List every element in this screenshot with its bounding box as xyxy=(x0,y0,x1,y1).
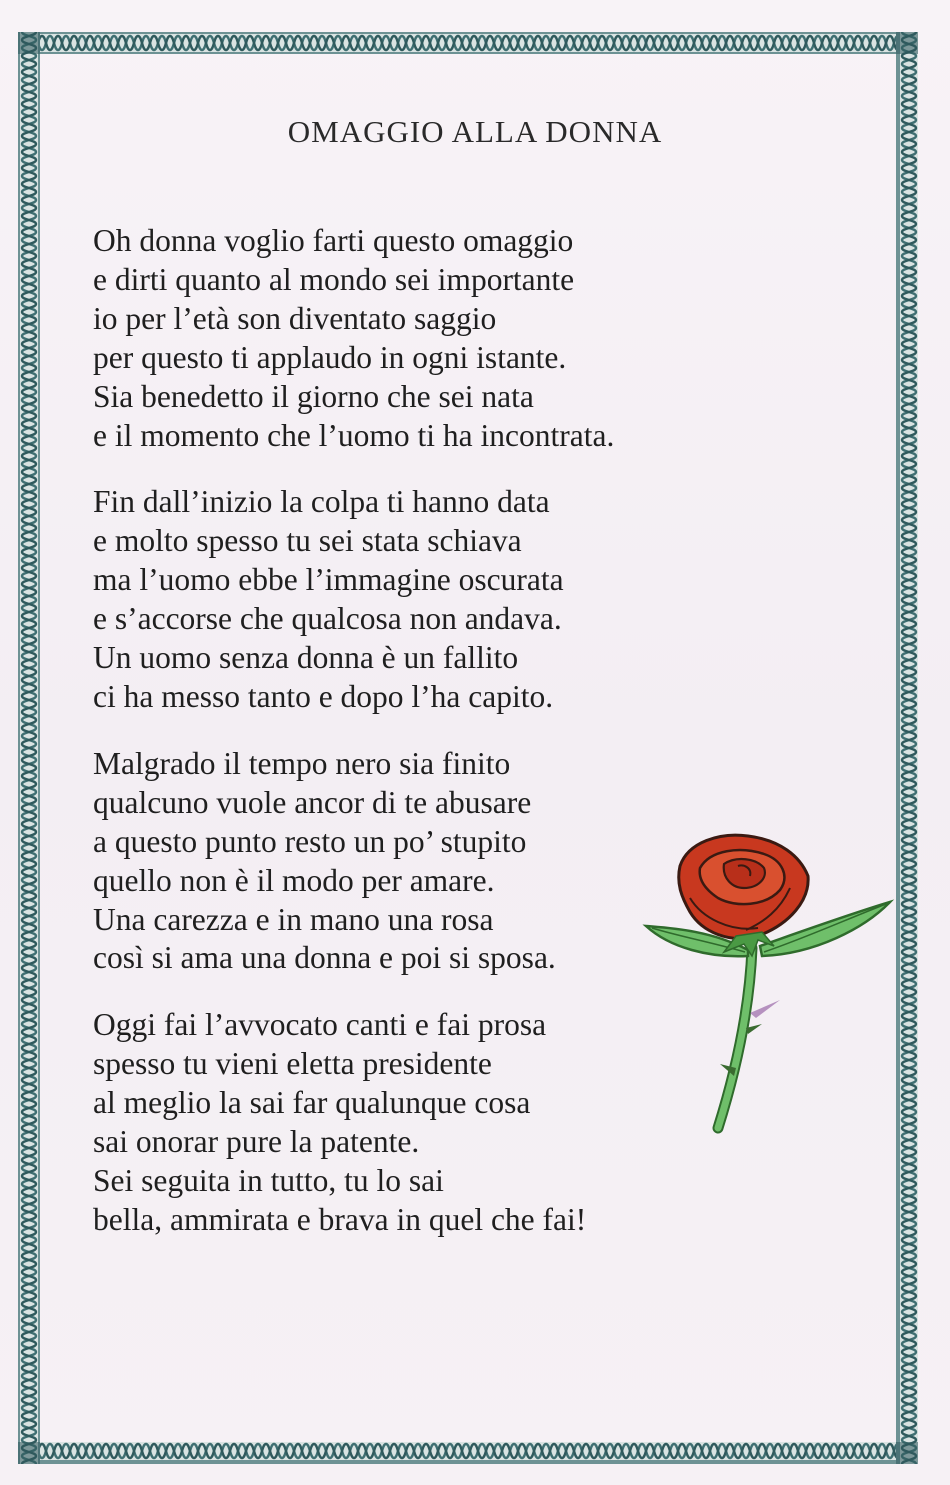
poem-line: io per l’età son diventato saggio xyxy=(93,300,497,336)
stanza-1 xyxy=(93,222,813,455)
poem-line: e il momento che l’uomo ti ha incontrata. xyxy=(93,417,615,453)
poem-line: Oggi fai l’avvocato canti e fai prosa xyxy=(93,1007,547,1043)
poem-line: ci ha messo tanto e dopo l’ha capito. xyxy=(93,678,554,714)
poem-line: e molto spesso tu sei stata schiava xyxy=(93,523,522,559)
poem-line: Sei seguita in tutto, tu lo sai xyxy=(93,1162,444,1198)
poem-line: spesso tu vieni eletta presidente xyxy=(93,1046,492,1082)
stanza-2 xyxy=(93,483,813,716)
poem-title: OMAGGIO ALLA DONNA xyxy=(287,114,663,149)
rose-icon xyxy=(640,828,900,1138)
poem-line: Sia benedetto il giorno che sei nata xyxy=(93,378,534,414)
poem-line: a questo punto resto un po’ stupito xyxy=(93,823,527,859)
poem-line: Un uomo senza donna è un fallito xyxy=(93,640,519,676)
poem-line: ma l’uomo ebbe l’immagine oscurata xyxy=(93,562,564,598)
poem-line: Una carezza e in mano una rosa xyxy=(93,901,494,937)
poem-line: Fin dall’inizio la colpa ti hanno data xyxy=(93,484,550,520)
poem-line: Oh donna voglio farti questo omaggio xyxy=(93,223,574,258)
poem-line: sai onorar pure la patente. xyxy=(93,1124,420,1160)
poem-line: e s’accorse che qualcosa non andava. xyxy=(93,601,562,637)
poem-line: e dirti quanto al mondo sei importante xyxy=(93,261,575,297)
poem-line: bella, ammirata e brava in quel che fai! xyxy=(93,1201,587,1237)
poem-line: così si ama una donna e poi si sposa. xyxy=(93,940,556,976)
poem-line: per questo ti applaudo in ogni istante. xyxy=(93,339,567,375)
poem-line: Malgrado il tempo nero sia finito xyxy=(93,745,511,781)
poem-line: quello non è il modo per amare. xyxy=(93,862,495,898)
poem-line: qualcuno vuole ancor di te abusare xyxy=(93,784,532,820)
poem-line: al meglio la sai far qualunque cosa xyxy=(93,1085,531,1121)
